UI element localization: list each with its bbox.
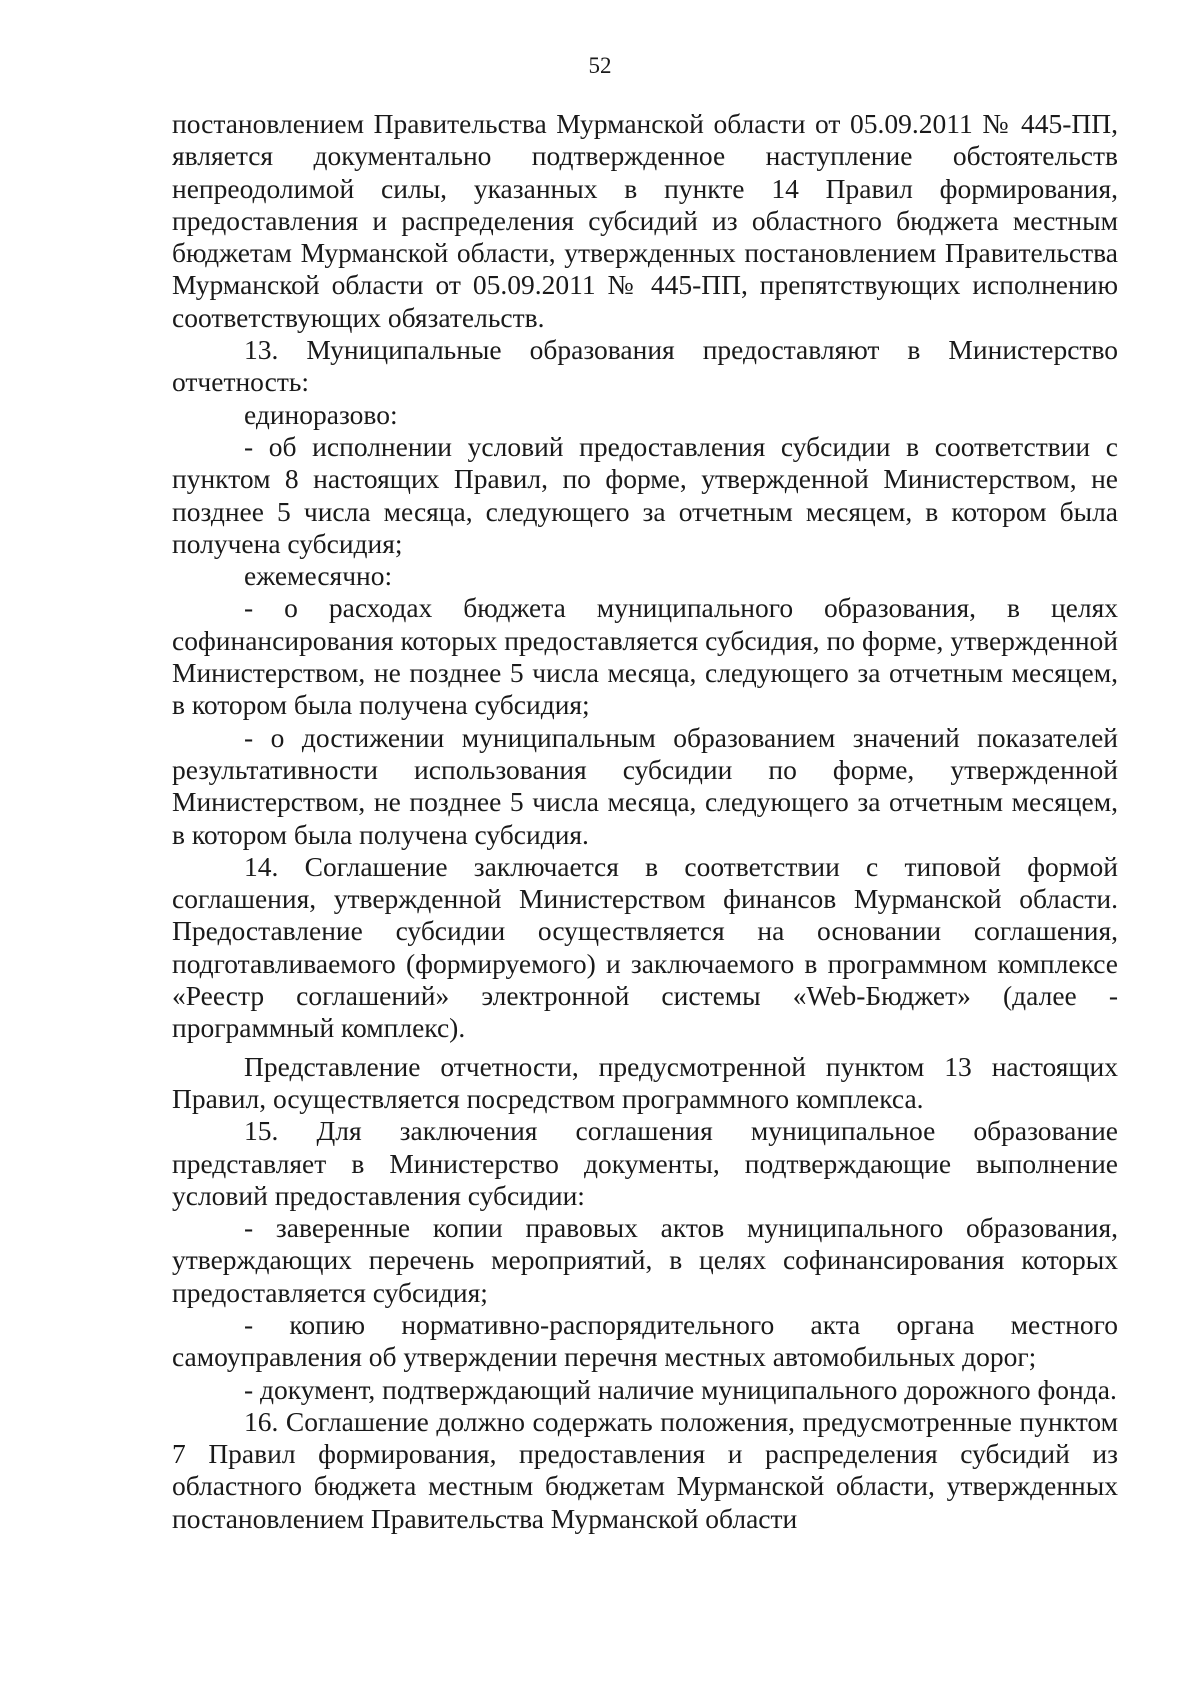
paragraph-doc-legal-acts: - заверенные копии правовых актов муниципального образования, утверждающих перечень мероприятий, в целях софинансирования которых предоставляется субсидия; — [172, 1212, 1118, 1308]
paragraph-monthly-heading: ежемесячно: — [244, 560, 393, 592]
paragraph-monthly-indicators: - о достижении муниципальным образованием значений показателей результативности использования субсидии по форме, утвержденной Министерством, не позднее 5 числа месяца, следующего за отчетным месяцем, в котором была получена субсидия. — [172, 721, 1118, 850]
paragraph-item-15: 15. Для заключения соглашения муниципальное образование представляет в Министерство документы, подтверждающие выполнение условий предоставления субсидии: — [172, 1115, 1118, 1211]
paragraph-item-13: 13. Муниципальные образования предоставляют в Министерство отчетность: — [172, 334, 1118, 398]
paragraph-doc-roads-act: - копию нормативно-распорядительного акта органа местного самоуправления об утверждении перечня местных автомобильных дорог; — [172, 1308, 1118, 1373]
paragraph-continuation: постановлением Правительства Мурманской области от 05.09.2011 № 445-ПП, является документально подтвержденное наступление обстоятельств непреодолимой силы, указанных в пункте 14 Правил формирования, предоставления и распределения субсидий из областного бюджета местным бюджетам Мурманской области, утвержденных постановлением Правительства Мурманской области от 05.09.2011 № 445-ПП, препятствующих исполнению соответствующих обязательств. — [172, 108, 1118, 333]
paragraph-doc-road-fund: - документ, подтверждающий наличие муниципального дорожного фонда. — [244, 1373, 1117, 1405]
page-number: 52 — [588, 53, 612, 78]
paragraph-once-heading: единоразово: — [244, 398, 398, 430]
paragraph-item-14: 14. Соглашение заключается в соответствии с типовой формой соглашения, утвержденной Министерством финансов Мурманской области. Предоставление субсидии осуществляется на основании соглашения, подготавливаемого (формируемого) и заключаемого в программном комплексе «Реестр соглашений» электронной системы «Web-Бюджет» (далее - программный комплекс). — [172, 850, 1118, 1044]
paragraph-monthly-expenses: - о расходах бюджета муниципального образования, в целях софинансирования которых предоставляется субсидия, по форме, утвержденной Министерством, не позднее 5 числа месяца, следующего за отчетным месяцем, в котором была получена субсидия; — [172, 592, 1118, 721]
paragraph-reporting-submission: Представление отчетности, предусмотренной пунктом 13 настоящих Правил, осуществляется посредством программного комплекса. — [172, 1050, 1118, 1114]
paragraph-once-report: - об исполнении условий предоставления субсидии в соответствии с пунктом 8 настоящих Правил, по форме, утвержденной Министерством, не позднее 5 числа месяца, следующего за отчетным месяцем, в котором была получена субсидия; — [172, 430, 1118, 559]
document-body — [172, 108, 1118, 1535]
paragraph-item-16: 16. Соглашение должно содержать положения, предусмотренные пунктом 7 Правил формирования, предоставления и распределения субсидий из областного бюджета местным бюджетам Мурманской области, утвержденных постановлением Правительства Мурманской области — [172, 1405, 1118, 1534]
